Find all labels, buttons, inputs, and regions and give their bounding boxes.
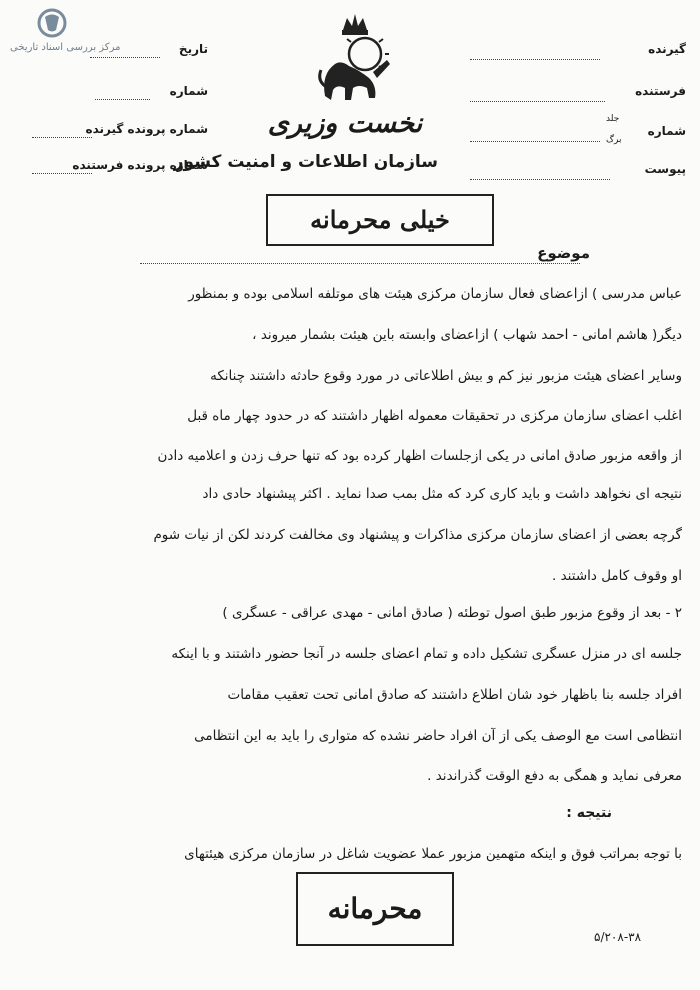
sender-file-line xyxy=(32,172,92,174)
date-label: تاریخ xyxy=(178,42,208,56)
watermark-text: مرکز بررسی اسناد تاریخی xyxy=(10,42,121,53)
sender-line xyxy=(470,100,605,102)
conclusion-line: با توجه بمراتب فوق و اینکه متهمین مزبور عملا عضویت شاغل در سازمان مرکزی هیئتهای xyxy=(184,846,682,862)
para2-line: ۲ - بعد از وقوع مزبور طبق اصول توطئه ( صادق امانی - مهدی عراقی - عسگری ) xyxy=(222,605,682,621)
number-label-right: شماره xyxy=(647,124,686,138)
recipient-file-label: شماره پرونده گیرنده xyxy=(85,122,208,136)
page-label: برگ xyxy=(606,135,622,145)
body-line: گرچه بعضی از اعضای سازمان مرکزی مذاکرات و پیشنهاد وی مخالفت کردند لکن از نیات شوم xyxy=(153,527,682,543)
para2-line: جلسه ای در منزل عسگری تشکیل داده و تمام اعضای جلسه در آنجا حضور داشتند و با اینکه xyxy=(171,646,682,662)
attachment-line xyxy=(470,178,610,180)
sender-file-label: شماره پرونده فرستنده xyxy=(72,158,208,172)
recipient-file-line xyxy=(32,136,92,138)
ministry-title: نخست وزیری xyxy=(267,108,423,139)
subject-label: موضوع xyxy=(537,244,590,262)
body-line: از واقعه مزبور صادق امانی در یکی ازجلسات اظهار کرده بود که تنها حرف زدن و اعلامیه دادن xyxy=(157,448,682,464)
para2-line: انتظامی است مع الوصف یکی از آن افراد حاضر نشده که متواری را باید به این انتظامی xyxy=(194,728,682,744)
conclusion-label: نتیجه : xyxy=(566,805,612,821)
body-line: او وقوف کامل داشتند . xyxy=(552,568,682,584)
number-line-right xyxy=(470,140,600,142)
volume-label: جلد xyxy=(606,114,620,124)
attachment-label: پیوست xyxy=(644,162,686,176)
classification-stamp: خیلی محرمانه xyxy=(266,194,494,246)
number-line-left xyxy=(95,98,150,100)
body-line: عباس مدرسی ) ازاعضای فعال سازمان مرکزی هیئت های موتلفه اسلامی بوده و بمنظور xyxy=(188,286,682,302)
lion-and-sun-emblem-icon xyxy=(315,8,395,112)
subject-line xyxy=(140,262,580,264)
bottom-stamp: محرمانه xyxy=(296,872,454,946)
recipient-label: گیرنده xyxy=(648,42,686,56)
date-line xyxy=(90,56,160,58)
sender-label: فرستنده xyxy=(635,84,686,98)
recipient-line xyxy=(470,58,600,60)
para2-line: معرفی نماید و همگی به دفع الوقت گذراندند . xyxy=(427,768,682,784)
archive-logo-icon xyxy=(36,8,68,38)
body-line: دیگر( هاشم امانی - احمد شهاب ) ازاعضای وابسته باین هیئت بشمار میروند ، xyxy=(252,327,682,343)
reference-number: ۵/۲۰۸-۳۸ xyxy=(594,930,642,944)
body-line: اغلب اعضای سازمان مرکزی در تحقیقات معموله اظهار داشتند که در حدود چهار ماه قبل xyxy=(187,408,682,424)
body-line: وسایر اعضای هیئت مزبور نیز کم و بیش اطلاعاتی در مورد وقوع حادثه داشتند چنانکه xyxy=(210,368,682,384)
para2-line: افراد جلسه بنا باظهار خود شان اطلاع داشتند که صادق امانی تحت تعقیب مقامات xyxy=(227,687,682,703)
organization-title: سازمان اطلاعات و امنیت کشور xyxy=(173,152,438,172)
body-line: نتیجه ای نخواهد داشت و باید کاری کرد که مثل بمب صدا نماید . اکثر پیشنهاد حادی داد xyxy=(202,486,682,502)
number-label-left: شماره xyxy=(169,84,208,98)
